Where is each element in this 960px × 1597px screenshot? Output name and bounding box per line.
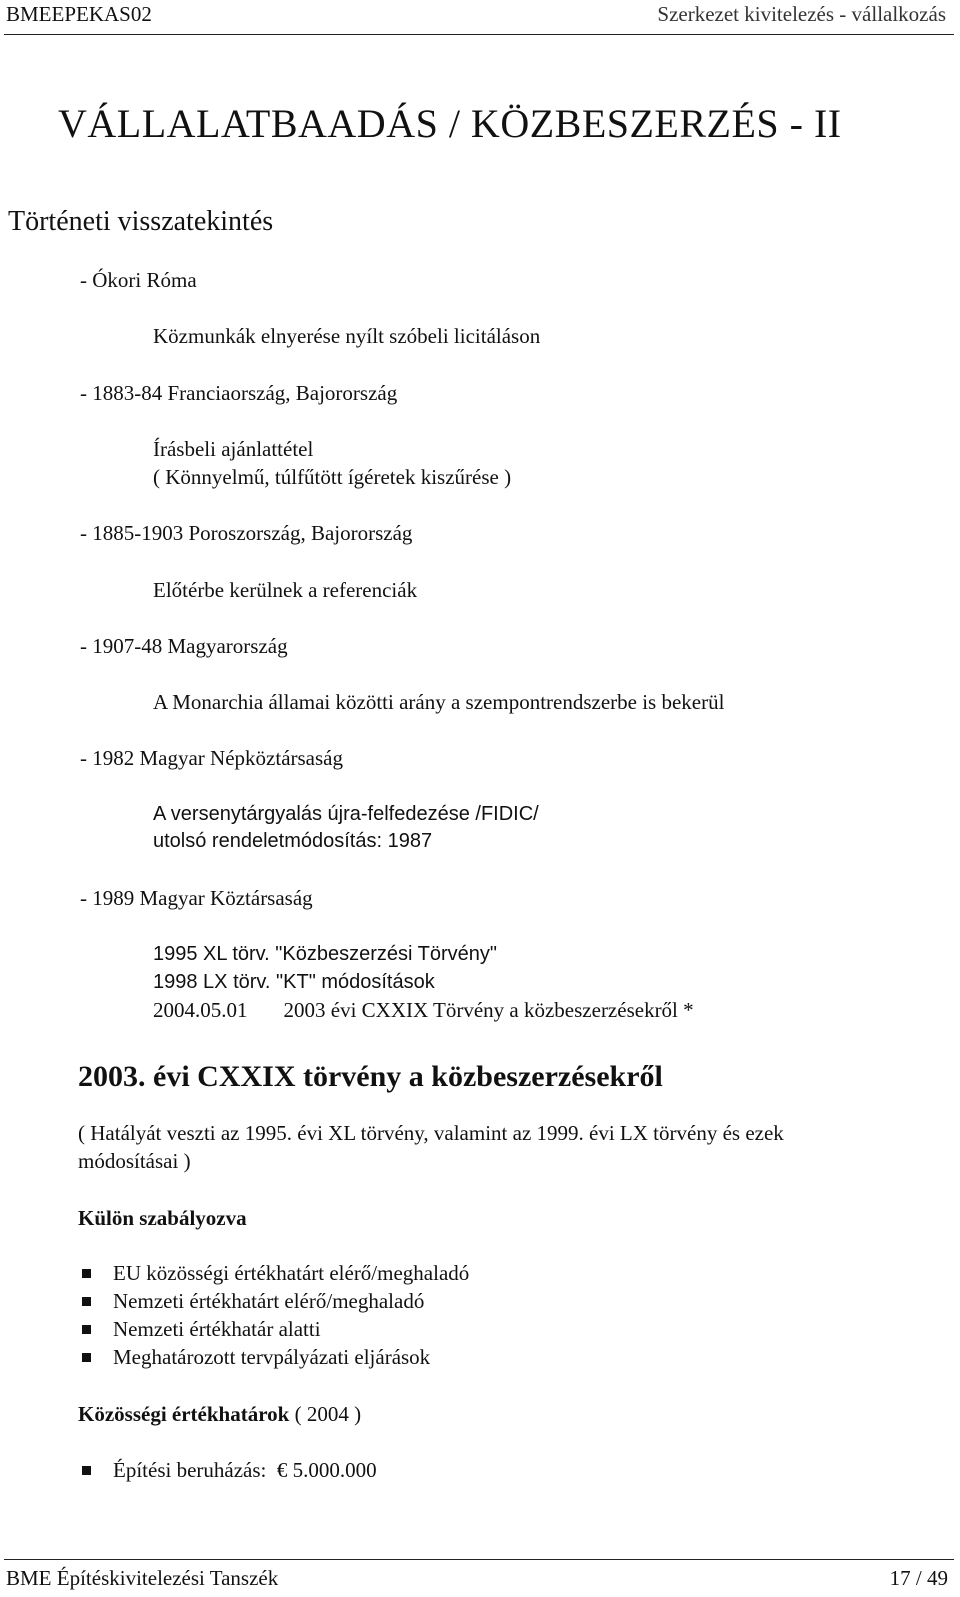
- list-item-label: Meghatározott tervpályázati eljárások: [113, 1345, 431, 1369]
- history-item-label: - Ókori Róma: [80, 268, 197, 292]
- history-item-label: - 1883-84 Franciaország, Bajorország: [80, 381, 398, 405]
- square-bullet-icon: [82, 1353, 91, 1362]
- history-item-text: Írásbeli ajánlattétel: [153, 437, 314, 461]
- separate-heading: Külön szabályozva: [78, 1206, 247, 1230]
- list-item: [82, 1261, 469, 1286]
- history-item-text: ( Könnyelmű, túlfűtött ígéretek kiszűrése ): [153, 465, 512, 489]
- header-subject: Szerkezet kivitelezés - vállalkozás: [657, 2, 946, 26]
- list-item-label: Nemzeti értékhatárt elérő/meghaladó: [113, 1289, 425, 1313]
- header-divider: [4, 34, 954, 35]
- list-item-label: Nemzeti értékhatár alatti: [113, 1317, 321, 1341]
- thresholds-heading: Közösségi értékhatárok: [78, 1402, 290, 1426]
- square-bullet-icon: [82, 1466, 91, 1475]
- history-item-label: - 1989 Magyar Köztársaság: [80, 886, 313, 910]
- footer-department: BME Építéskivitelezési Tanszék: [6, 1566, 279, 1590]
- square-bullet-icon: [82, 1269, 91, 1278]
- history-item-text: utolsó rendeletmódosítás: 1987: [153, 830, 433, 852]
- list-item: [82, 1458, 377, 1483]
- list-item-label: EU közösségi értékhatárt elérő/meghaladó: [113, 1261, 470, 1285]
- thresholds-line: [78, 1402, 361, 1427]
- history-item-label: - 1907-48 Magyarország: [80, 634, 288, 658]
- footer-divider: [4, 1559, 954, 1560]
- history-last-date: 2004.05.01: [153, 998, 248, 1022]
- square-bullet-icon: [82, 1297, 91, 1306]
- history-item-text: A Monarchia államai közötti arány a szempontrendszerbe is bekerül: [153, 690, 725, 714]
- law-note-line: ( Hatályát veszti az 1995. évi XL törvény, valamint az 1999. évi LX törvény és ezek: [78, 1121, 784, 1145]
- threshold-item: Építési beruházás: € 5.000.000: [113, 1458, 377, 1482]
- history-item-text: 1998 LX törv. "KT" módosítások: [153, 971, 435, 993]
- history-item-text: Közmunkák elnyerése nyílt szóbeli licitáláson: [153, 324, 541, 348]
- square-bullet-icon: [82, 1325, 91, 1334]
- header-course-code: BMEEPEKAS02: [6, 2, 152, 26]
- history-last-text: 2003 évi CXXIX Törvény a közbeszerzésekről *: [283, 998, 694, 1022]
- list-item: [82, 1345, 430, 1370]
- history-item-label: - 1885-1903 Poroszország, Bajorország: [80, 521, 413, 545]
- history-item-text: 1995 XL törv. "Közbeszerzési Törvény": [153, 943, 497, 965]
- list-item: [82, 1289, 424, 1314]
- history-heading: Történeti visszatekintés: [8, 206, 274, 237]
- thresholds-year: ( 2004 ): [294, 1402, 362, 1426]
- history-item-text: Előtérbe kerülnek a referenciák: [153, 578, 418, 602]
- law-heading: 2003. évi CXXIX törvény a közbeszerzésekről: [78, 1060, 663, 1093]
- history-last-line: [153, 998, 694, 1023]
- law-note-line: módosításai ): [78, 1149, 191, 1173]
- list-item: [82, 1317, 321, 1342]
- page-number: 17 / 49: [889, 1566, 948, 1590]
- history-item-text: A versenytárgyalás újra-felfedezése /FIDIC/: [153, 803, 539, 825]
- history-item-label: - 1982 Magyar Népköztársaság: [80, 746, 343, 770]
- page-title: VÁLLALATBAADÁS / KÖZBESZERZÉS - II: [58, 101, 842, 146]
